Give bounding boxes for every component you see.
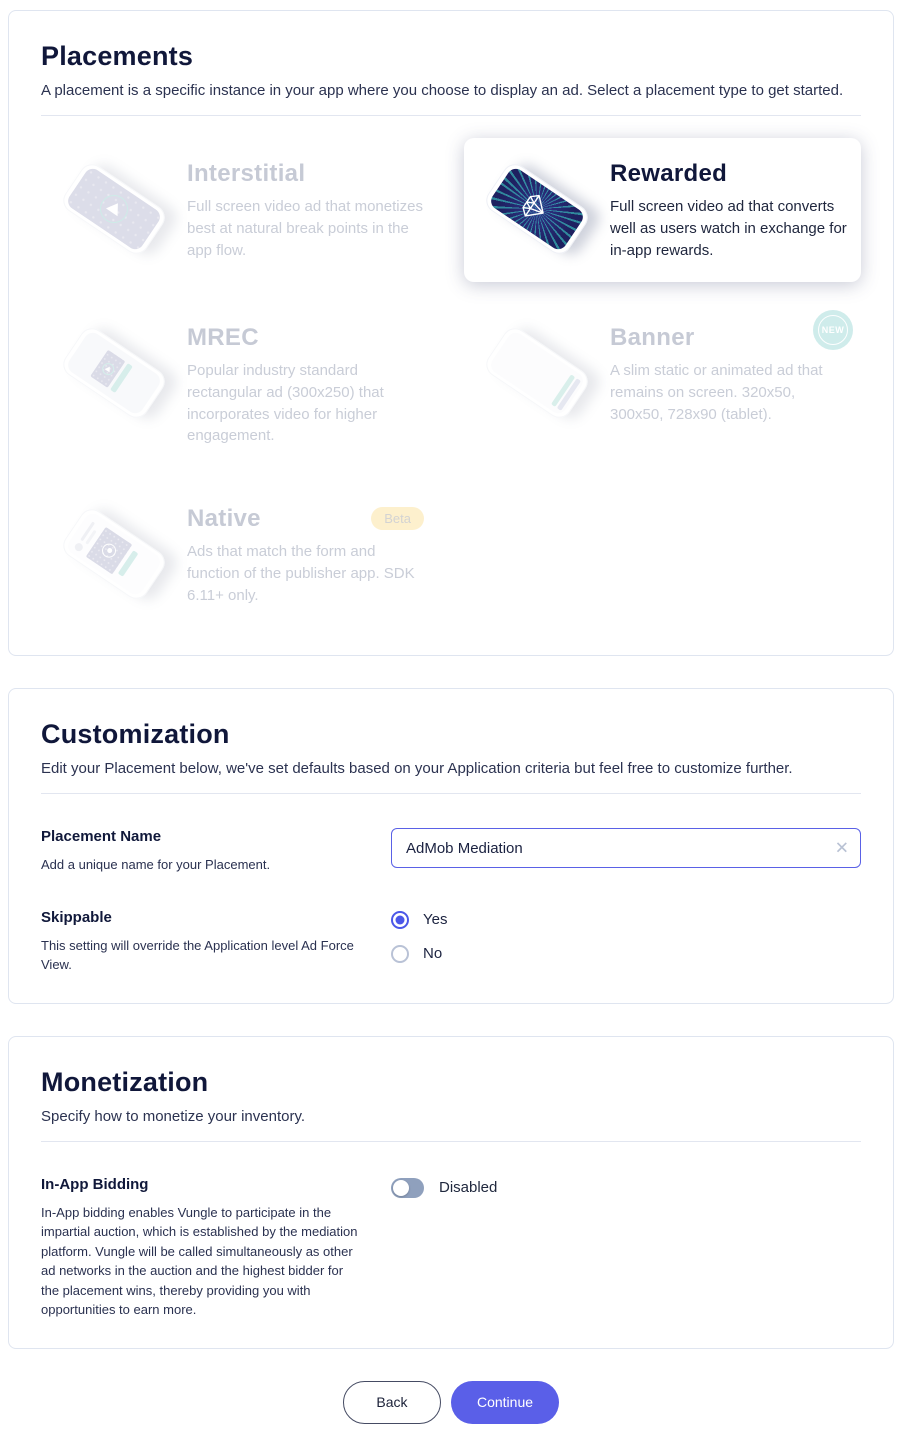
native-phone-illustration bbox=[55, 499, 173, 611]
skippable-option-yes[interactable] bbox=[391, 911, 861, 929]
mrec-phone-illustration bbox=[55, 318, 173, 430]
skippable-help: This setting will override the Application level Ad Force View. bbox=[41, 937, 354, 972]
banner-description: A slim static or animated ad that remains on screen. 320x50, 300x50, 728x90 (tablet). bbox=[610, 362, 823, 423]
shutter-icon bbox=[99, 541, 118, 560]
radio-no-label: No bbox=[423, 945, 443, 962]
interstitial-description: Full screen video ad that monetizes best at natural break points in the app flow. bbox=[187, 198, 423, 259]
placement-name-row bbox=[41, 828, 861, 875]
placements-card bbox=[8, 10, 894, 656]
beta-badge: Beta bbox=[371, 507, 424, 530]
in-app-bidding-help: In-App bidding enables Vungle to participate in the impartial auction, which is established by the mediation platform. Vungle will be called simultaneously as other ad networks in the auction and the highest bidder for the placement wins, thereby providing you with opportunities to earn more. bbox=[41, 1204, 358, 1317]
native-description: Ads that match the form and function of the publisher app. SDK 6.11+ only. bbox=[187, 543, 415, 604]
interstitial-title: Interstitial bbox=[187, 160, 306, 187]
skippable-radio-group bbox=[391, 909, 861, 963]
continue-button[interactable]: Continue bbox=[451, 1381, 559, 1424]
banner-title: Banner bbox=[610, 324, 695, 351]
placement-name-input[interactable] bbox=[391, 828, 861, 868]
skippable-option-no[interactable] bbox=[391, 945, 861, 963]
play-icon bbox=[95, 190, 134, 229]
in-app-bidding-toggle[interactable] bbox=[391, 1178, 424, 1198]
placement-name-label: Placement Name bbox=[41, 828, 162, 845]
radio-no[interactable] bbox=[391, 945, 409, 963]
placement-type-rewarded[interactable] bbox=[464, 138, 861, 282]
banner-phone-illustration bbox=[478, 318, 596, 430]
new-badge bbox=[813, 310, 853, 350]
footer-actions bbox=[8, 1381, 894, 1424]
monetization-subtitle: Specify how to monetize your inventory. bbox=[41, 1107, 306, 1125]
monetization-card bbox=[8, 1036, 894, 1349]
divider bbox=[41, 793, 861, 794]
radio-yes-label: Yes bbox=[423, 911, 448, 928]
placement-type-banner[interactable] bbox=[464, 302, 861, 463]
mrec-description: Popular industry standard rectangular ad (300x250) that incorporates video for higher engagement. bbox=[187, 362, 384, 445]
gem-icon bbox=[518, 190, 557, 229]
new-badge-label: NEW bbox=[821, 325, 845, 335]
placement-type-interstitial[interactable] bbox=[41, 138, 438, 282]
placement-name-help: Add a unique name for your Placement. bbox=[41, 857, 271, 872]
placement-type-mrec[interactable] bbox=[41, 302, 438, 463]
divider bbox=[41, 115, 861, 116]
customization-subtitle: Edit your Placement below, we've set defaults based on your Application criteria but feel free to customize further. bbox=[41, 760, 793, 777]
clear-input-icon[interactable]: ✕ bbox=[834, 838, 849, 858]
in-app-bidding-row bbox=[41, 1176, 861, 1320]
placements-title: Placements bbox=[41, 41, 194, 71]
skippable-label: Skippable bbox=[41, 908, 112, 926]
rewarded-phone-illustration bbox=[478, 154, 596, 266]
back-button[interactable]: Back bbox=[343, 1381, 441, 1424]
monetization-title: Monetization bbox=[41, 1066, 209, 1097]
placement-type-grid bbox=[41, 138, 861, 627]
native-title: Native bbox=[187, 505, 261, 532]
rewarded-description: Full screen video ad that converts well as users watch in exchange for in-app rewards. bbox=[610, 198, 847, 259]
rewarded-title: Rewarded bbox=[610, 160, 728, 187]
customization-card bbox=[8, 688, 894, 1004]
divider bbox=[41, 1141, 861, 1142]
placements-subtitle: A placement is a specific instance in your app where you choose to display an ad. Select a placement type to get started. bbox=[41, 82, 844, 99]
in-app-bidding-state: Disabled bbox=[439, 1179, 498, 1196]
mrec-title: MREC bbox=[187, 324, 259, 351]
in-app-bidding-label: In-App Bidding bbox=[41, 1175, 149, 1193]
radio-yes[interactable] bbox=[391, 911, 409, 929]
customization-title: Customization bbox=[41, 719, 230, 749]
skippable-row bbox=[41, 909, 861, 975]
play-icon bbox=[99, 360, 116, 377]
placement-type-native[interactable] bbox=[41, 483, 438, 627]
interstitial-phone-illustration bbox=[55, 154, 173, 266]
